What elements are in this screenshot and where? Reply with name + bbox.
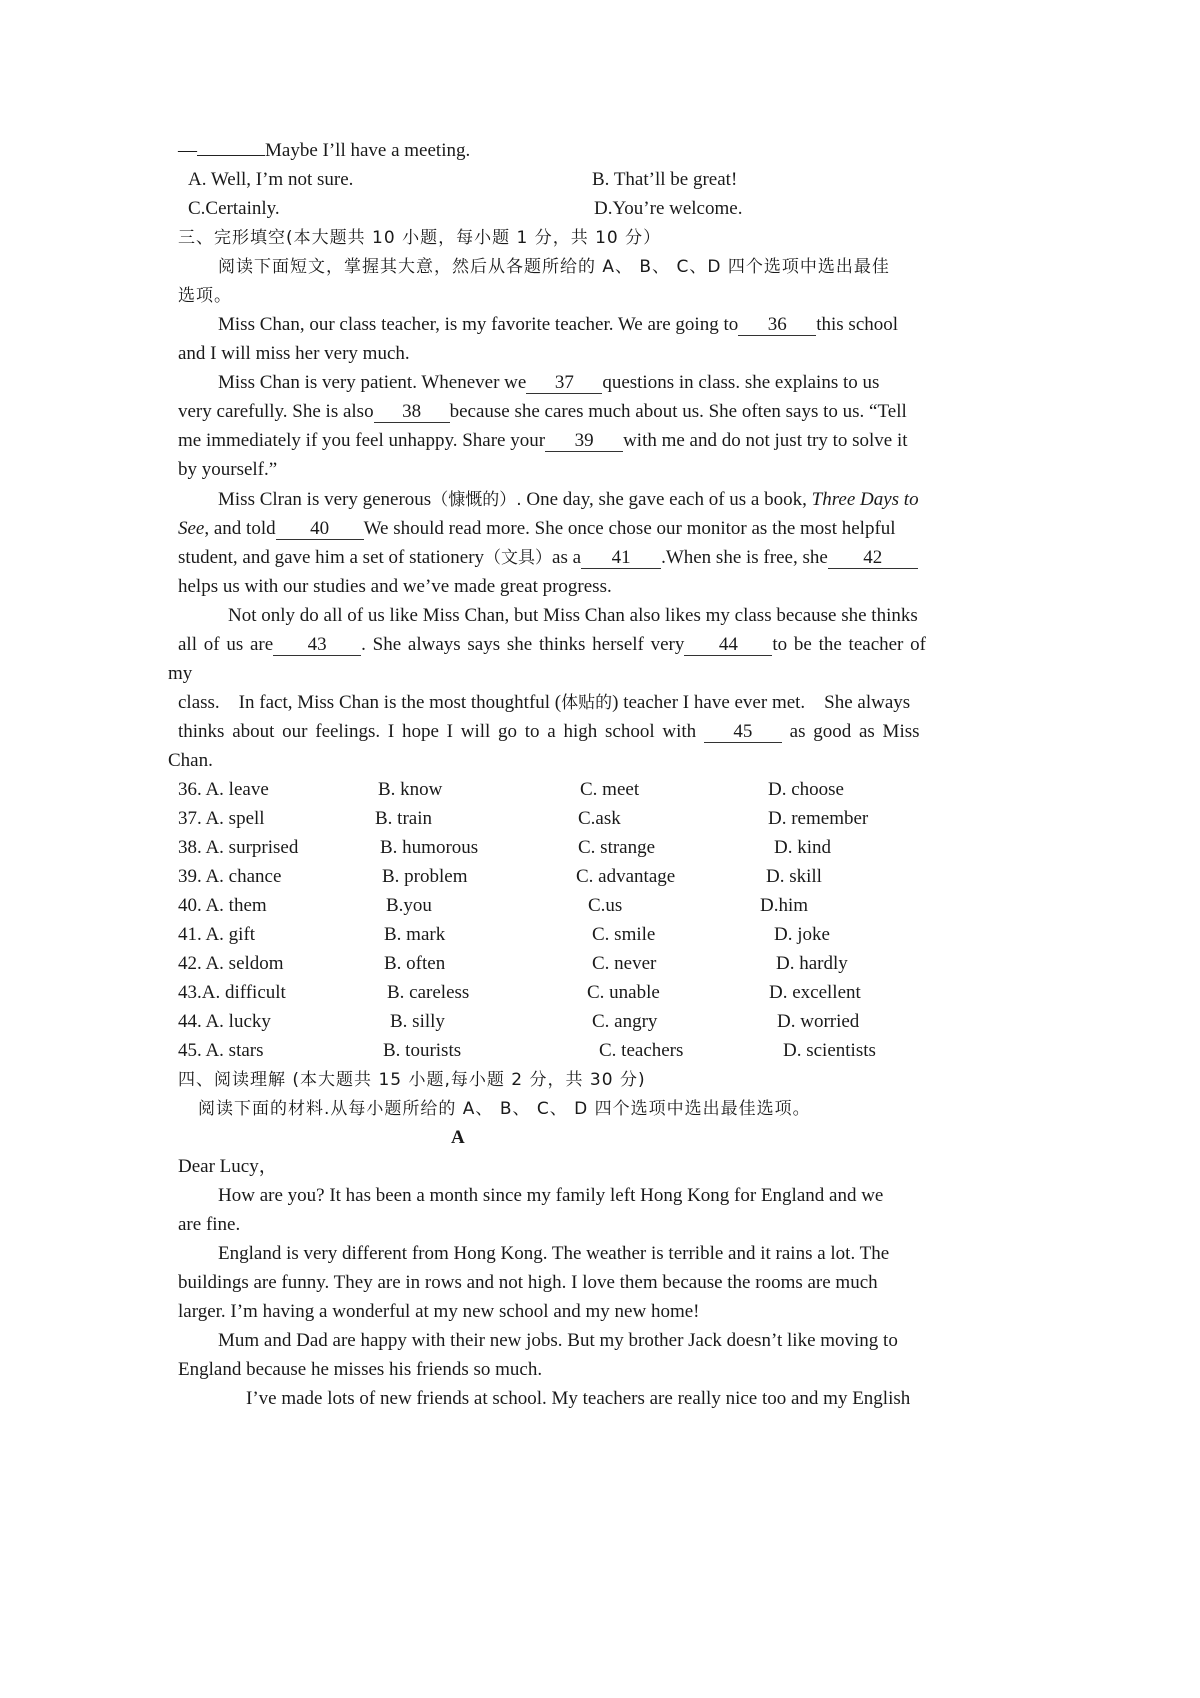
text: ) teacher I have ever met. She always xyxy=(612,692,911,713)
question-option-c: C.us xyxy=(588,895,623,916)
question-option-d: D. choose xyxy=(768,779,844,800)
letter-line: buildings are funny. They are in rows and not high. I love them because the rooms are much xyxy=(178,1272,878,1293)
text: . She always says she thinks herself very xyxy=(361,634,685,655)
book-title: Three Days to xyxy=(811,489,919,510)
question-option-b: B. careless xyxy=(387,982,470,1003)
question-option-c: C. never xyxy=(592,953,657,974)
text: me immediately if you feel unhappy. Share your xyxy=(178,430,546,451)
text: because she cares much about us. She often says to us. “Tell xyxy=(449,401,907,422)
text: thinks about our feelings. I hope I will go to a high school with xyxy=(178,721,697,742)
section4-instruction: 阅读下面的材料.从每小题所给的 A、 B、 C、 D 四个选项中选出最佳选项。 xyxy=(198,1099,811,1119)
text: with me and do not just try to solve it xyxy=(623,430,908,451)
passage-line xyxy=(178,429,908,453)
passage-line xyxy=(178,633,926,657)
question-option-d: D. remember xyxy=(768,808,869,829)
passage-line: and I will miss her very much. xyxy=(178,343,410,364)
blank-38: 38 xyxy=(374,402,450,423)
question-option-b: B. humorous xyxy=(380,837,479,858)
text: Miss Clran is very generous xyxy=(218,489,432,510)
question-option-a: 37. A. spell xyxy=(178,808,265,829)
question-option-d: D. hardly xyxy=(776,953,848,974)
text: very carefully. She is also xyxy=(178,401,374,422)
question-option-b: B. problem xyxy=(382,866,468,887)
dialogue-line xyxy=(178,139,470,163)
blank-40: 40 xyxy=(276,519,364,540)
blank-42: 42 xyxy=(828,548,918,569)
blank-44: 44 xyxy=(684,635,772,656)
text: student, and gave him a set of stationery xyxy=(178,547,485,568)
text: Miss Chan is very patient. Whenever we xyxy=(218,372,527,393)
section4-heading: 四、阅读理解 (本大题共 15 小题,每小题 2 分，共 30 分) xyxy=(178,1070,646,1090)
passage-line: by yourself.” xyxy=(178,459,278,480)
passage-line: helps us with our studies and we’ve made great progress. xyxy=(178,576,612,597)
question-option-c: C. advantage xyxy=(576,866,676,887)
question-option-a: 38. A. surprised xyxy=(178,837,299,858)
passage-line xyxy=(178,546,918,570)
question-option-a: 45. A. stars xyxy=(178,1040,264,1061)
dialogue-option-b: B. That’ll be great! xyxy=(592,169,738,190)
question-option-a: 42. A. seldom xyxy=(178,953,284,974)
text: One day, she gave each of us a book, xyxy=(521,489,812,510)
question-option-b: B. train xyxy=(375,808,432,829)
text: to be the teacher of xyxy=(772,634,926,655)
text: class. In fact, Miss Chan is the most thoughtful ( xyxy=(178,692,562,713)
letter-line: I’ve made lots of new friends at school. My teachers are really nice too and my English xyxy=(246,1388,911,1409)
dialogue-option-c: C.Certainly. xyxy=(188,198,280,219)
text: , and told xyxy=(204,518,276,539)
section3-instruction: 阅读下面短文，掌握其大意，然后从各题所给的 A、 B、 C、D 四个选项中选出最佳 xyxy=(218,257,890,277)
question-option-d: D. worried xyxy=(777,1011,860,1032)
question-option-c: C. meet xyxy=(580,779,640,800)
text: as good as Miss xyxy=(789,721,920,742)
answer-blank xyxy=(197,155,265,156)
question-option-a: 40. A. them xyxy=(178,895,267,916)
blank-39: 39 xyxy=(545,431,623,452)
question-option-c: C. strange xyxy=(578,837,656,858)
letter-salutation: Dear Lucy， xyxy=(178,1156,278,1177)
blank-36: 36 xyxy=(738,315,816,336)
question-option-a: 44. A. lucky xyxy=(178,1011,271,1032)
question-option-a: 43.A. difficult xyxy=(178,982,286,1003)
question-option-c: C.ask xyxy=(578,808,621,829)
passage-line xyxy=(178,691,910,715)
letter-line: England because he misses his friends so much. xyxy=(178,1359,543,1380)
text: Miss Chan, our class teacher, is my favorite teacher. We are going to xyxy=(218,314,739,335)
question-option-b: B.you xyxy=(386,895,432,916)
passage-line: my xyxy=(168,663,193,684)
blank-37: 37 xyxy=(526,373,602,394)
question-option-d: D. scientists xyxy=(783,1040,876,1061)
text: all of us are xyxy=(178,634,274,655)
passage-line xyxy=(178,720,920,744)
question-option-b: B. tourists xyxy=(383,1040,462,1061)
dash: — xyxy=(178,140,197,161)
letter-line: larger. I’m having a wonderful at my new school and my new home! xyxy=(178,1301,700,1322)
gloss: 体贴的 xyxy=(561,693,613,713)
letter-line: are fine. xyxy=(178,1214,241,1235)
passage-line xyxy=(178,400,907,424)
question-option-a: 41. A. gift xyxy=(178,924,256,945)
dialogue-option-d: D.You’re welcome. xyxy=(594,198,743,219)
question-option-d: D. excellent xyxy=(769,982,861,1003)
passage-line xyxy=(218,313,898,337)
question-option-b: B. know xyxy=(378,779,443,800)
text: .When she is free, she xyxy=(661,547,828,568)
question-option-d: D. joke xyxy=(774,924,830,945)
text: questions in class. she explains to us xyxy=(602,372,880,393)
passage-label: A xyxy=(451,1127,465,1148)
passage-line xyxy=(178,517,896,541)
question-option-d: D. kind xyxy=(774,837,831,858)
question-option-c: C. angry xyxy=(592,1011,658,1032)
section3-instruction-cont: 选项。 xyxy=(178,286,232,306)
gloss: （文具） xyxy=(484,548,553,568)
question-option-c: C. unable xyxy=(587,982,660,1003)
gloss: （慷慨的）. xyxy=(431,490,522,510)
dialogue-text: Maybe I’ll have a meeting. xyxy=(265,140,471,161)
question-option-a: 39. A. chance xyxy=(178,866,282,887)
blank-41: 41 xyxy=(581,548,661,569)
question-option-c: C. teachers xyxy=(599,1040,684,1061)
section3-heading: 三、完形填空(本大题共 10 小题，每小题 1 分，共 10 分） xyxy=(178,228,662,248)
letter-line: Mum and Dad are happy with their new jobs. But my brother Jack doesn’t like moving to xyxy=(218,1330,898,1351)
letter-line: England is very different from Hong Kong. The weather is terrible and it rains a lot. The xyxy=(218,1243,890,1264)
blank-45: 45 xyxy=(704,722,782,743)
text: We should read more. She once chose our monitor as the most helpful xyxy=(363,518,896,539)
passage-line xyxy=(218,371,879,395)
text: as a xyxy=(552,547,582,568)
question-option-d: D. skill xyxy=(766,866,822,887)
question-option-d: D.him xyxy=(760,895,809,916)
question-option-b: B. silly xyxy=(390,1011,445,1032)
text: this school xyxy=(816,314,899,335)
passage-line: Chan. xyxy=(168,750,213,771)
blank-43: 43 xyxy=(273,635,361,656)
passage-line xyxy=(218,488,919,512)
letter-line: How are you? It has been a month since my family left Hong Kong for England and we xyxy=(218,1185,884,1206)
question-option-b: B. often xyxy=(384,953,446,974)
question-option-c: C. smile xyxy=(592,924,656,945)
passage-line: Not only do all of us like Miss Chan, but Miss Chan also likes my class because she thinks xyxy=(228,605,918,626)
question-option-b: B. mark xyxy=(384,924,446,945)
dialogue-option-a: A. Well, I’m not sure. xyxy=(188,169,354,190)
book-title: See xyxy=(178,518,205,539)
question-option-a: 36. A. leave xyxy=(178,779,269,800)
